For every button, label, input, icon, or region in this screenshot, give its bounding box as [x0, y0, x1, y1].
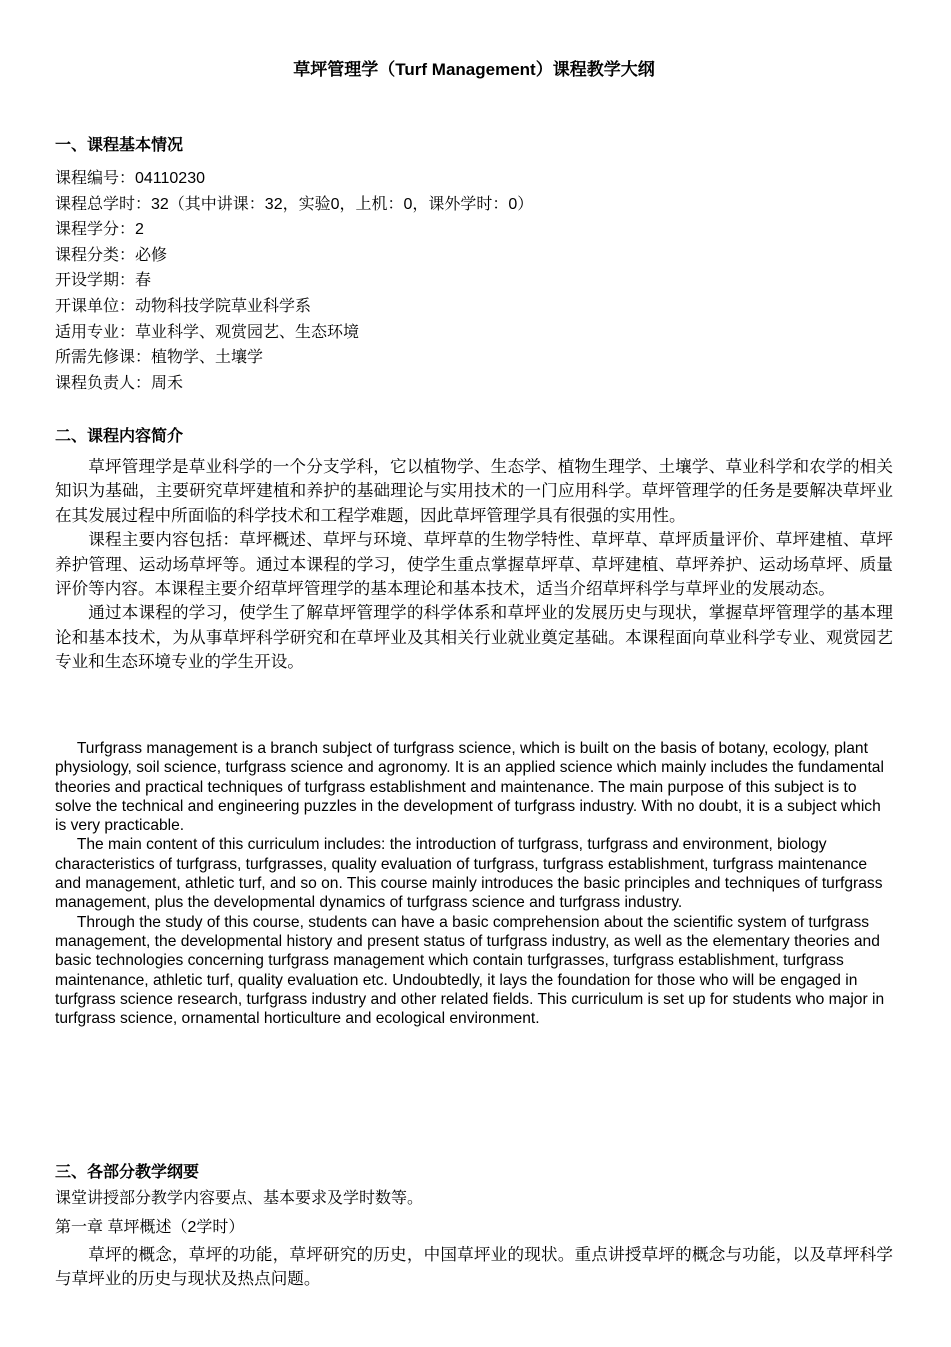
course-number: 课程编号：04110230 [55, 170, 206, 187]
document-title: 草坪管理学（Turf Management）课程教学大纲 [293, 60, 655, 79]
section-3-heading: 三、各部分教学纲要 [55, 1164, 200, 1181]
intro-paragraph: 草坪管理学是草业科学的一个分支学科，它以植物学、生态学、植物生理学、土壤学、草业科学和农学的相关知识为基础，主要研究草坪建植和养护的基础理论与实用技术的一门应用科学。草坪管理学的任务是要解决草坪业在其发展过程中所面临的科学技术和工程学难题，因此草坪管理学具有很强的实用性。 [55, 457, 893, 525]
intro-paragraph: 课程主要内容包括：草坪概述、草坪与环境、草坪草的生物学特性、草坪草、草坪质量评价、草坪建植、草坪养护管理、运动场草坪等。通过本课程的学习，使学生重点掌握草坪草、草坪建植、草坪养护、运动场草坪、质量评价等内容。本课程主要介绍草坪管理学的基本理论和基本技术，适当介绍草坪科学与草坪业的发展动态。 [55, 530, 893, 599]
section-1-heading: 一、课程基本情况 [55, 137, 184, 154]
course-semester: 开设学期：春 [55, 272, 152, 290]
course-total-hours: 课程总学时：32（其中讲课：32，实验0，上机：0，课外学时：0） [55, 195, 534, 213]
course-category: 课程分类：必修 [55, 246, 168, 264]
course-info-list [55, 166, 533, 396]
chapter-1-text: 草坪的概念，草坪的功能，草坪研究的历史，中国草坪业的现状。重点讲授草坪的概念与功能，以及草坪科学与草坪业的历史与现状及热点问题。 [55, 1245, 893, 1289]
english-paragraph: Through the study of this course, students can have a basic comprehension about the scientific system of turfgrass management, the developmental history and present status of turfgrass industry, as well as the elementary theories and basic technologies concerning turfgrass management which contain turfgrasses, turfgrass establishment, turfgrass maintenance, athletic turf, quality evaluation etc. Undoubtedly, it lays the foundation for those who will be engaged in turfgrass science research, turfgrass industry and other related fields. This curriculum is set up for students who major in turfgrass science, ornamental horticulture and ecological environment. [55, 913, 885, 1028]
section-3-intro: 课堂讲授部分教学内容要点、基本要求及学时数等。 [55, 1190, 424, 1207]
english-paragraph: Turfgrass management is a branch subject of turfgrass science, which is built on the basis of botany, ecology, plant physiology, soil science, turfgrass science and agronomy. It is an applied science which mainly includes the fundamental theories and practical techniques of turfgrass establishment and maintenance. The main purpose of this subject is to solve the technical and engineering puzzles in the development of turfgrass industry. With no doubt, it is a subject which is very practicable. [55, 740, 884, 835]
chinese-intro [55, 455, 893, 675]
course-majors: 适用专业：草业科学、观赏园艺、生态环境 [55, 323, 360, 341]
course-instructor: 课程负责人：周禾 [55, 374, 184, 392]
course-prerequisites: 所需先修课：植物学、土壤学 [55, 349, 264, 367]
english-intro [55, 739, 893, 1028]
section-2-heading: 二、课程内容简介 [55, 428, 184, 445]
course-credits: 课程学分：2 [55, 221, 144, 239]
chapter-1-title: 第一章 草坪概述（2学时） [55, 1219, 245, 1236]
english-paragraph: The main content of this curriculum includes: the introduction of turfgrass, turfgrass and environment, biology characteristics of turfgrass, turfgrasses, quality evaluation of turfgrass, turfgrass establishment, turfgrass maintenance and management, athletic turf, and so on. This course mainly introduces the basic principles and techniques of turfgrass management, plus the developmental dynamics of turfgrass science and turfgrass industry. [55, 836, 883, 912]
intro-paragraph: 通过本课程的学习，使学生了解草坪管理学的科学体系和草坪业的发展历史与现状，掌握草坪管理学的基本理论和基本技术，为从事草坪科学研究和在草坪业及其相关行业就业奠定基础。本课程面向草业科学专业、观赏园艺专业和生态环境专业的学生开设。 [55, 603, 893, 672]
course-department: 开课单位：动物科技学院草业科学系 [55, 297, 312, 315]
